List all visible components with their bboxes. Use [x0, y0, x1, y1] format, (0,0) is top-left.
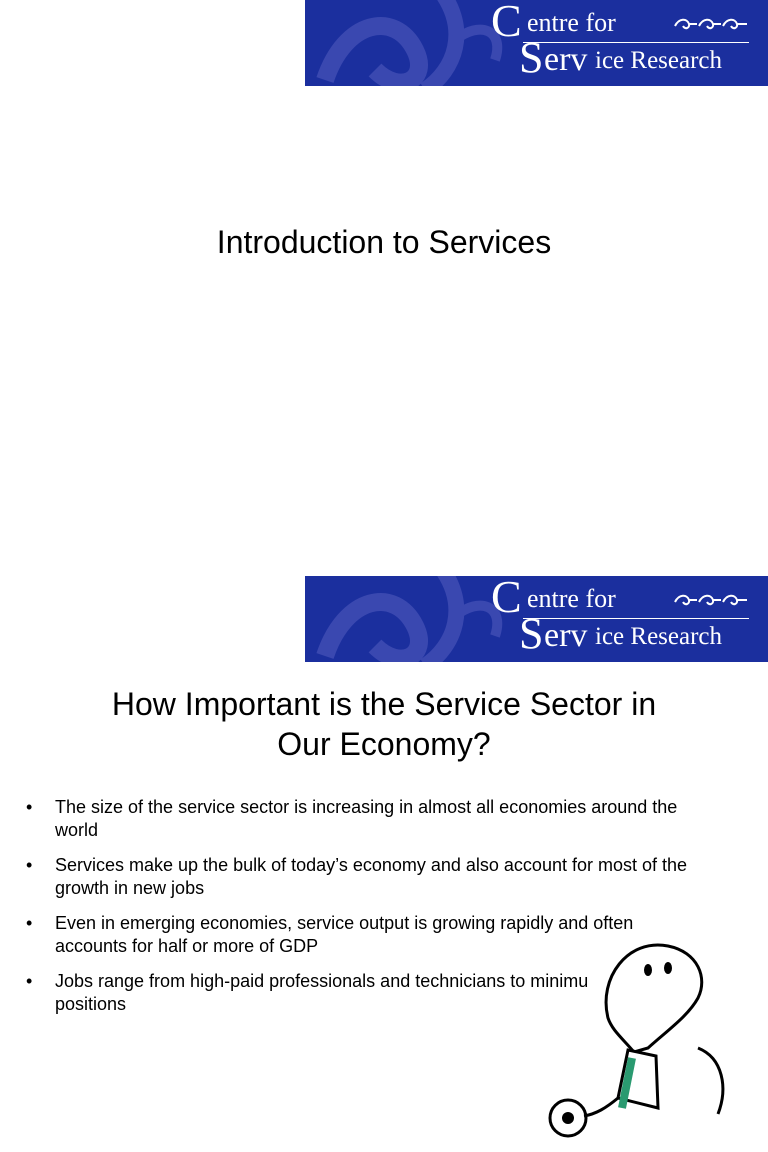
slide-2-title: [40, 684, 728, 764]
bullet-text-line-1: Services make up the bulk of today’s economy and also account for most of the: [55, 855, 688, 875]
logo-line-2-serv: erv: [544, 617, 588, 654]
bullet-text-line-1: The size of the service sector is increasing in almost all economies around the: [55, 797, 678, 817]
logo-initial-s: S: [519, 609, 544, 658]
bullet-text-line-2: positions: [55, 994, 127, 1014]
bullet-item: [0, 796, 768, 842]
bullet-dot: •: [26, 913, 33, 933]
centre-logo-banner: [305, 576, 768, 662]
logo-line-1: entre for: [527, 8, 616, 37]
logo-initial-c: C: [491, 0, 522, 46]
bullet-item: [0, 854, 768, 900]
cartoon-character-icon: [548, 938, 768, 1152]
bullet-dot: •: [26, 797, 33, 817]
logo-line-2-rest: ice Research: [595, 47, 723, 74]
slide-service-sector: [0, 576, 768, 1152]
bullet-text-line-2: growth in new jobs: [55, 878, 205, 898]
swirl-ornament-icon: [673, 590, 753, 612]
slide-2-title-line-2: Our Economy?: [277, 726, 491, 762]
bullet-text-line-2: accounts for half or more of GDP: [55, 936, 319, 956]
bullet-dot: •: [26, 855, 33, 875]
centre-logo-banner: [305, 0, 768, 86]
bullet-text-line-2: world: [55, 820, 99, 840]
bullet-text-line-1: Jobs range from high-paid professionals and technicians to minimu: [55, 971, 589, 991]
logo-initial-c: C: [491, 576, 522, 622]
logo-line-1: entre for: [527, 584, 616, 613]
bullet-text-line-1: Even in emerging economies, service output is growing rapidly and often: [55, 913, 634, 933]
bullet-dot: •: [26, 971, 33, 991]
logo-line-2-rest: ice Research: [595, 623, 723, 650]
swirl-ornament-icon: [673, 14, 753, 36]
logo-initial-s: S: [519, 33, 544, 82]
slide-2-title-line-1: How Important is the Service Sector in: [111, 686, 657, 722]
slide-1-title: Introduction to Services: [216, 224, 552, 260]
logo-line-2-serv: erv: [544, 41, 588, 78]
